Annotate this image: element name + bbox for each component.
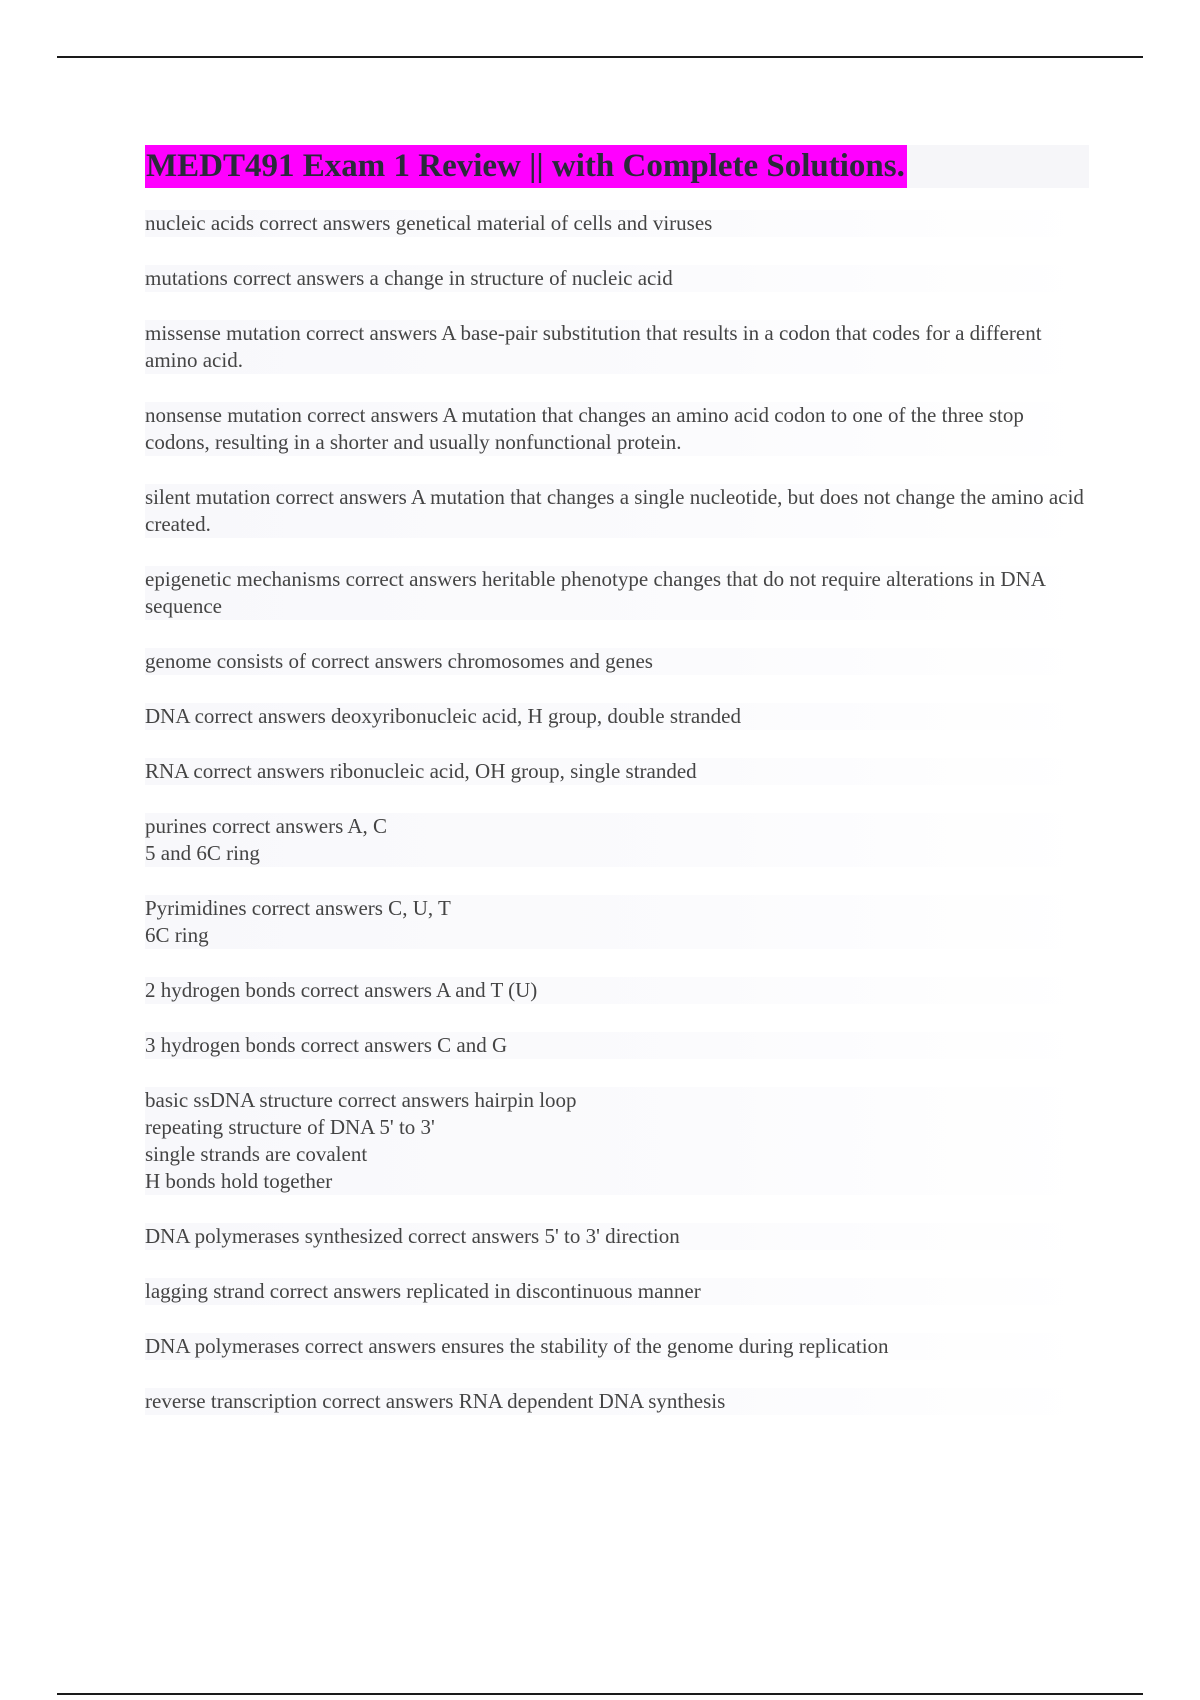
flashcard-entry: basic ssDNA structure correct answers hairpin loop repeating structure of DNA 5' to 3' single strands are covalent H bonds hold together [145,1087,1089,1195]
flashcard-entry: genome consists of correct answers chromosomes and genes [145,648,1089,675]
flashcard-entry: Pyrimidines correct answers C, U, T 6C ring [145,895,1089,949]
flashcard-entry: reverse transcription correct answers RNA dependent DNA synthesis [145,1388,1089,1415]
flashcard-entry: 3 hydrogen bonds correct answers C and G [145,1032,1089,1059]
flashcard-entry: missense mutation correct answers A base-pair substitution that results in a codon that codes for a different amino acid. [145,320,1089,374]
flashcard-entry: DNA polymerases synthesized correct answers 5' to 3' direction [145,1223,1089,1250]
flashcard-list [145,210,1089,1415]
flashcard-entry: DNA polymerases correct answers ensures the stability of the genome during replication [145,1333,1089,1360]
flashcard-entry: silent mutation correct answers A mutation that changes a single nucleotide, but does not change the amino acid created. [145,484,1089,538]
document-page [145,145,1089,1443]
flashcard-entry: mutations correct answers a change in structure of nucleic acid [145,265,1089,292]
title-row [145,145,1089,188]
document-title: MEDT491 Exam 1 Review || with Complete Solutions. [145,145,907,188]
flashcard-entry: 2 hydrogen bonds correct answers A and T (U) [145,977,1089,1004]
flashcard-entry: nucleic acids correct answers genetical material of cells and viruses [145,210,1089,237]
flashcard-entry: RNA correct answers ribonucleic acid, OH group, single stranded [145,758,1089,785]
flashcard-entry: epigenetic mechanisms correct answers heritable phenotype changes that do not require alterations in DNA sequence [145,566,1089,620]
flashcard-entry: lagging strand correct answers replicated in discontinuous manner [145,1278,1089,1305]
bottom-rule [57,1693,1143,1695]
flashcard-entry: purines correct answers A, C 5 and 6C ring [145,813,1089,867]
flashcard-entry: DNA correct answers deoxyribonucleic acid, H group, double stranded [145,703,1089,730]
flashcard-entry: nonsense mutation correct answers A mutation that changes an amino acid codon to one of the three stop codons, resulting in a shorter and usually nonfunctional protein. [145,402,1089,456]
top-rule [57,56,1143,58]
